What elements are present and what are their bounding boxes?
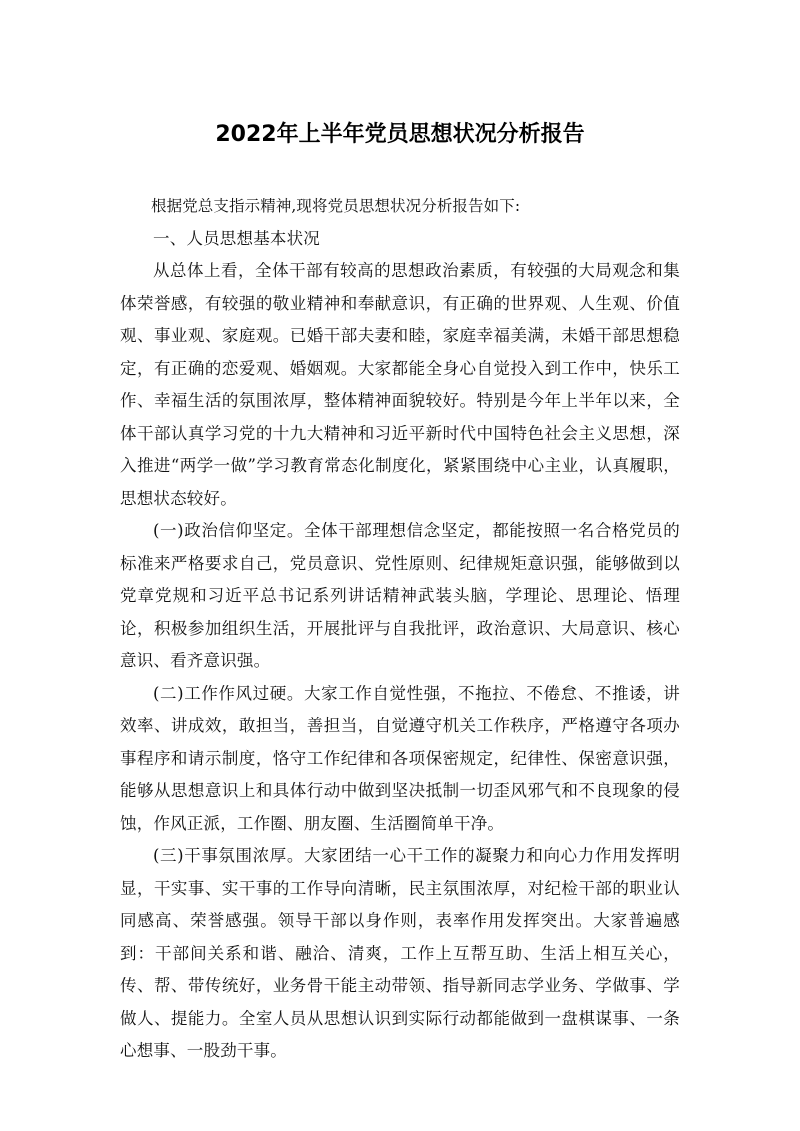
section-heading-basic-status: 一、人员思想基本状况 — [153, 228, 320, 248]
document-body — [120, 190, 680, 1068]
document-title: 2022年上半年党员思想状况分析报告 — [215, 122, 585, 147]
overview-paragraph: 从总体上看，全体干部有较高的思想政治素质，有较强的大局观念和集体荣誉感，有较强的敬业精神和奉献意识，有正确的世界观、人生观、价值观、事业观、家庭观。已婚干部夫妻和睦，家庭幸福美满，未婚干部思想稳定，有正确的恋爱观、婚姻观。大家都能全身心自觉投入到工作中，快乐工作、幸福生活的氛围浓厚，整体精神面貌较好。特别是今年上半年以来，全体干部认真学习党的十九大精神和习近平新时代中国特色社会主义思想，深入推进“两学一做”学习教育常态化制度化，紧紧围绕中心主业，认真履职，思想状态较好。 — [120, 261, 680, 508]
work-style-paragraph: (二)工作作风过硬。大家工作自觉性强，不拖拉、不倦怠、不推诿，讲效率、讲成效，敢担当，善担当，自觉遵守机关工作秩序，严格遵守各项办事程序和请示制度，恪守工作纪律和各项保密规定，纪律性、保密意识强，能够从思想意识上和具体行动中做到坚决抵制一切歪风邪气和不良现象的侵蚀，作风正派，工作圈、朋友圈、生活圈简单干净。 — [120, 683, 680, 833]
political-belief-paragraph: (一)政治信仰坚定。全体干部理想信念坚定，都能按照一名合格党员的标准来严格要求自己，党员意识、党性原则、纪律规矩意识强，能够做到以党章党规和习近平总书记系列讲话精神武装头脑，学理论、思理论、悟理论，积极参加组织生活，开展批评与自我批评，政治意识、大局意识、核心意识、看齐意识强。 — [120, 521, 680, 670]
work-atmosphere-paragraph: (三)干事氛围浓厚。大家团结一心干工作的凝聚力和向心力作用发挥明显，干实事、实干事的工作导向清晰，民主氛围浓厚，对纪检干部的职业认同感高、荣誉感强。领导干部以身作则，表率作用发挥突出。大家普遍感到：干部间关系和谐、融洽、清爽，工作上互帮互助、生活上相互关心，传、帮、带传统好，业务骨干能主动带领、指导新同志学业务、学做事、学做人、提能力。全室人员从思想认识到实际行动都能做到一盘棋谋事、一条心想事、一股劲干事。 — [120, 846, 680, 1060]
intro-paragraph: 根据党总支指示精神,现将党员思想状况分析报告如下: — [151, 197, 521, 215]
